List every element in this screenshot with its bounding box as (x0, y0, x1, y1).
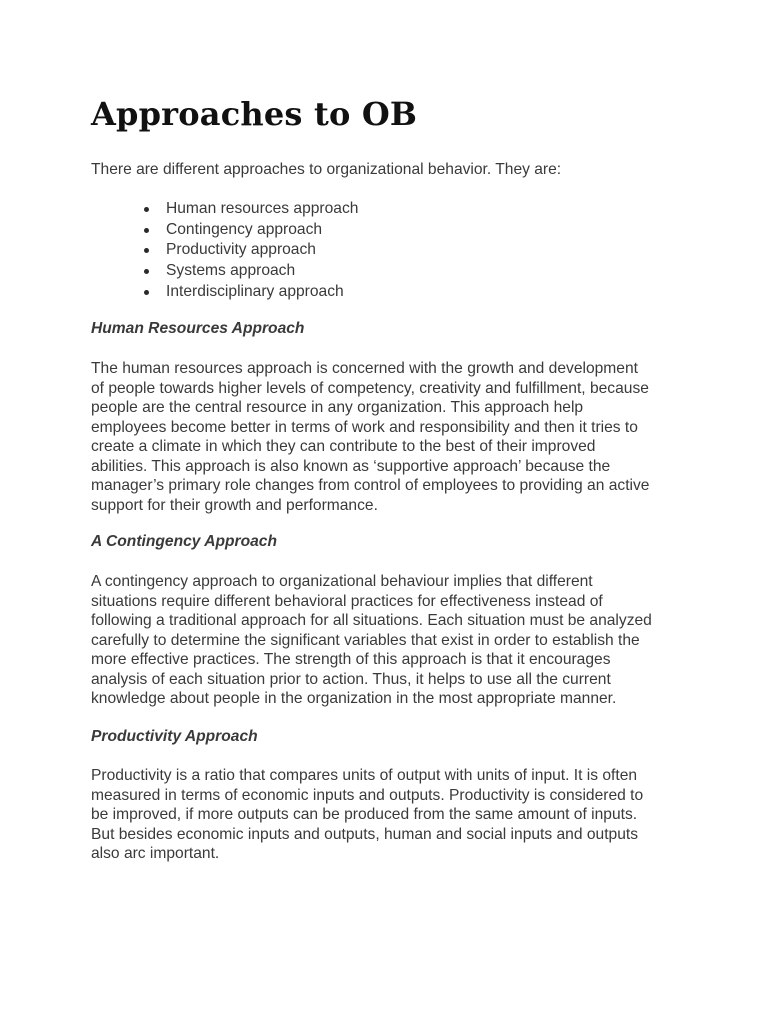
paragraph-line: also arc important. (91, 845, 220, 862)
section-paragraph-productivity (91, 766, 691, 864)
list-item-label: Interdisciplinary approach (166, 282, 344, 300)
paragraph-line: The human resources approach is concerned with the growth and development (91, 360, 638, 377)
bullet-icon (144, 269, 149, 274)
bullet-icon (144, 248, 149, 253)
paragraph-line: Productivity is a ratio that compares units of output with units of input. It is often (91, 767, 638, 784)
bullet-icon (144, 228, 149, 233)
list-item (166, 261, 358, 282)
paragraph-line: situations require different behavioral practices for effectiveness instead of (91, 592, 603, 610)
paragraph-line: people are the central resource in any organization. This approach help (91, 399, 584, 416)
list-item (166, 220, 358, 241)
paragraph-line: analysis of each situation prior to action. Thus, it helps to use all the current (91, 670, 611, 688)
list-item (166, 240, 358, 261)
list-item (166, 282, 358, 303)
paragraph-line: But besides economic inputs and outputs, human and social inputs and outputs (91, 825, 639, 843)
paragraph-line: carefully to determine the significant variables that exist in order to establish the (91, 631, 640, 649)
paragraph-line: employees become better in terms of work and responsibility and then it tries to (91, 418, 638, 436)
paragraph-line: create a climate in which they can contribute to the best of their improved (91, 438, 596, 455)
bullet-icon (144, 207, 149, 212)
paragraph-line: abilities. This approach is also known as ‘supportive approach’ because the (91, 457, 611, 475)
section-heading-human-resources: Human Resources Approach (91, 320, 305, 337)
list-item-label: Productivity approach (166, 241, 316, 259)
paragraph-line: of people towards higher levels of competency, creativity and fulfillment, because (91, 379, 649, 397)
intro-text: There are different approaches to organizational behavior. They are: (91, 161, 562, 178)
section-heading-contingency: A Contingency Approach (91, 533, 277, 550)
paragraph-line: more effective practices. The strength of this approach is that it encourages (91, 651, 611, 668)
paragraph-line: manager’s primary role changes from control of employees to providing an active (91, 477, 650, 494)
list-item-label: Human resources approach (166, 200, 359, 217)
list-item (166, 199, 358, 220)
bullet-icon (144, 290, 149, 295)
paragraph-line: knowledge about people in the organization in the most appropriate manner. (91, 690, 617, 707)
paragraph-line: measured in terms of economic inputs and outputs. Productivity is considered to (91, 786, 644, 804)
approaches-list (166, 199, 358, 302)
paragraph-line: support for their growth and performance. (91, 496, 378, 514)
section-heading-productivity: Productivity Approach (91, 728, 258, 745)
list-item-label: Systems approach (166, 262, 296, 280)
section-paragraph-human-resources (91, 359, 691, 515)
paragraph-line: A contingency approach to organizational behaviour implies that different (91, 573, 593, 590)
list-item-label: Contingency approach (166, 220, 323, 238)
page-title: Approaches to OB (91, 95, 418, 133)
section-paragraph-contingency (91, 572, 691, 709)
paragraph-line: following a traditional approach for all situations. Each situation must be analyzed (91, 612, 652, 629)
paragraph-line: be improved, if more outputs can be produced from the same amount of inputs. (91, 806, 638, 823)
